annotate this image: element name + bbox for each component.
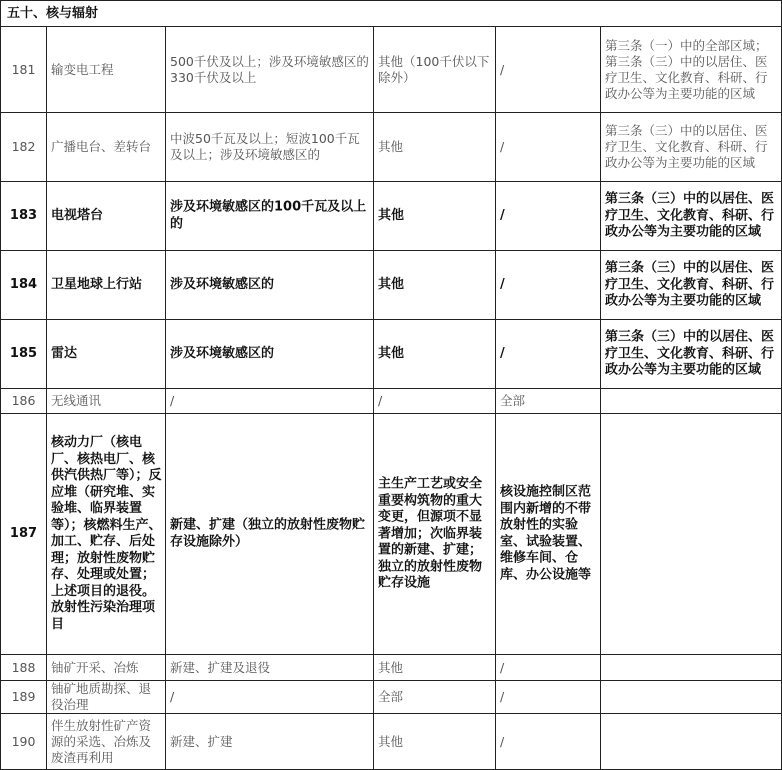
table-cell-sensitive-area-description bbox=[601, 113, 782, 182]
table-cell-row-number bbox=[0, 414, 47, 655]
table-cell-registration-form-scope bbox=[496, 389, 601, 414]
table-cell-project-category bbox=[47, 27, 166, 113]
table-cell-registration-form-scope bbox=[496, 27, 601, 113]
table-cell-report-form-scope bbox=[374, 655, 496, 681]
sensitive-area-description-text: 第三条（三）中的以居住、医疗卫生、文化教育、科研、行政办公等为主要功能的区域 bbox=[605, 191, 775, 240]
report-form-scope-text: 主生产工艺或安全重要构筑物的重大变更，但源项不显著增加；次临界装置的新建、扩建；独立的放射性废物贮存设施 bbox=[378, 476, 483, 591]
table-cell-report-form-scope bbox=[374, 113, 496, 182]
report-book-scope-text: 涉及环境敏感区的100千瓦及以上的 bbox=[170, 199, 367, 231]
report-book-scope-text: 新建、扩建 bbox=[170, 733, 233, 749]
project-category-text: 卫星地球上行站 bbox=[51, 276, 143, 292]
table-cell-project-category bbox=[47, 714, 166, 770]
report-book-scope-text: 涉及环境敏感区的 bbox=[170, 345, 275, 361]
table-cell-project-category bbox=[47, 182, 166, 251]
section-title: 五十、核与辐射 bbox=[7, 5, 99, 21]
report-form-scope-text: / bbox=[378, 393, 383, 408]
table-cell-project-category bbox=[47, 320, 166, 389]
table-cell-registration-form-scope bbox=[496, 251, 601, 320]
table-cell-project-category bbox=[47, 655, 166, 681]
sensitive-area-description-text: 第三条（三）中的以居住、医疗卫生、文化教育、科研、行政办公等为主要功能的区域 bbox=[605, 260, 775, 309]
table-cell-report-form-scope bbox=[374, 27, 496, 113]
project-category-text: 雷达 bbox=[51, 345, 78, 361]
table-cell-report-book-scope bbox=[166, 655, 374, 681]
table-cell-registration-form-scope bbox=[496, 182, 601, 251]
report-book-scope-text: 涉及环境敏感区的 bbox=[170, 276, 275, 292]
project-category-text: 电视塔台 bbox=[51, 207, 104, 223]
table-cell-report-form-scope bbox=[374, 389, 496, 414]
table-cell-report-form-scope bbox=[374, 681, 496, 714]
table-cell-row-number bbox=[0, 714, 47, 770]
table-cell-sensitive-area-description bbox=[601, 414, 782, 655]
report-form-scope-text: 其他 bbox=[378, 139, 404, 154]
row-number-text: 182 bbox=[11, 139, 36, 154]
table-cell-project-category bbox=[47, 113, 166, 182]
registration-form-scope-text: / bbox=[500, 733, 505, 749]
registration-form-scope-text: / bbox=[500, 207, 505, 223]
registration-form-scope-text: / bbox=[500, 345, 505, 361]
table-cell-registration-form-scope bbox=[496, 113, 601, 182]
report-book-scope-text: 中波50千瓦及以上；短波100千瓦及以上；涉及环境敏感区的 bbox=[170, 131, 360, 162]
table-cell-report-book-scope bbox=[166, 182, 374, 251]
table-cell-project-category bbox=[47, 681, 166, 714]
registration-form-scope-text: 核设施控制区范围内新增的不带放射性的实验室、试验装置、维修车间、仓库、办公设施等 bbox=[500, 484, 592, 582]
registration-form-scope-text: / bbox=[500, 61, 505, 77]
table-cell-row-number bbox=[0, 251, 47, 320]
table-cell-registration-form-scope bbox=[496, 655, 601, 681]
project-category-text: 铀矿开采、冶炼 bbox=[51, 659, 139, 675]
table-cell-registration-form-scope bbox=[496, 714, 601, 770]
table-cell-row-number bbox=[0, 27, 47, 113]
sensitive-area-description-text: 第三条（三）中的以居住、医疗卫生、文化教育、科研、行政办公等为主要功能的区域 bbox=[605, 123, 768, 170]
section-header bbox=[0, 0, 782, 27]
table-cell-sensitive-area-description bbox=[601, 681, 782, 714]
table-cell-row-number bbox=[0, 655, 47, 681]
row-number-text: 185 bbox=[9, 345, 38, 361]
row-number-text: 187 bbox=[9, 525, 38, 541]
table-cell-project-category bbox=[47, 251, 166, 320]
table-cell-sensitive-area-description bbox=[601, 389, 782, 414]
row-number-text: 181 bbox=[11, 61, 36, 77]
table-cell-row-number bbox=[0, 681, 47, 714]
registration-form-scope-text: / bbox=[500, 659, 505, 675]
project-category-text: 伴生放射性矿产资源的采选、冶炼及废渣再利用 bbox=[51, 717, 152, 765]
table-cell-sensitive-area-description bbox=[601, 182, 782, 251]
table-cell-registration-form-scope bbox=[496, 320, 601, 389]
report-form-scope-text: 其他（100千伏以下除外） bbox=[378, 53, 490, 85]
table-cell-report-form-scope bbox=[374, 320, 496, 389]
row-number-text: 190 bbox=[11, 733, 36, 749]
table-cell-report-book-scope bbox=[166, 389, 374, 414]
report-form-scope-text: 其他 bbox=[378, 207, 405, 223]
table-cell-project-category bbox=[47, 414, 166, 655]
report-book-scope-text: / bbox=[170, 689, 175, 704]
report-book-scope-text: 新建、扩建及退役 bbox=[170, 659, 271, 675]
report-form-scope-text: 其他 bbox=[378, 276, 405, 292]
sensitive-area-description-text: 第三条（一）中的全部区域；第三条（三）中的以居住、医疗卫生、文化教育、科研、行政办公等为主要功能的区域 bbox=[605, 37, 768, 101]
project-category-text: 广播电台、差转台 bbox=[51, 139, 152, 154]
row-number-text: 186 bbox=[11, 393, 36, 408]
table-cell-row-number bbox=[0, 113, 47, 182]
table-cell-sensitive-area-description bbox=[601, 714, 782, 770]
report-form-scope-text: 其他 bbox=[378, 659, 404, 675]
report-book-scope-text: 500千伏及以上；涉及环境敏感区的330千伏及以上 bbox=[170, 53, 369, 85]
sensitive-area-description-text: 第三条（三）中的以居住、医疗卫生、文化教育、科研、行政办公等为主要功能的区域 bbox=[605, 329, 775, 378]
registration-form-scope-text: 全部 bbox=[500, 393, 526, 408]
project-category-text: 输变电工程 bbox=[51, 61, 114, 77]
table-cell-report-book-scope bbox=[166, 27, 374, 113]
table-cell-sensitive-area-description bbox=[601, 655, 782, 681]
table-cell-report-book-scope bbox=[166, 681, 374, 714]
project-category-text: 核动力厂（核电厂、核热电厂、核供汽供热厂等）；反应堆（研究堆、实验堆、临界装置等）；核燃料生产、加工、贮存、后处理；放射性废物贮存、处理或处置；上述项目的退役。放射性污染治理项目 bbox=[51, 435, 162, 632]
table-cell-report-form-scope bbox=[374, 182, 496, 251]
report-book-scope-text: 新建、扩建（独立的放射性废物贮存设施除外） bbox=[170, 517, 366, 549]
table-cell-sensitive-area-description bbox=[601, 27, 782, 113]
table-cell-report-form-scope bbox=[374, 251, 496, 320]
registration-form-scope-text: / bbox=[500, 689, 505, 704]
table-cell-sensitive-area-description bbox=[601, 320, 782, 389]
table-cell-registration-form-scope bbox=[496, 414, 601, 655]
project-category-text: 铀矿地质勘探、退役治理 bbox=[51, 681, 152, 712]
table-cell-report-form-scope bbox=[374, 414, 496, 655]
table-cell-project-category bbox=[47, 389, 166, 414]
table-cell-row-number bbox=[0, 182, 47, 251]
report-form-scope-text: 其他 bbox=[378, 733, 404, 749]
registration-form-scope-text: / bbox=[500, 139, 505, 154]
row-number-text: 183 bbox=[9, 207, 38, 223]
table-cell-report-form-scope bbox=[374, 714, 496, 770]
table-cell-report-book-scope bbox=[166, 251, 374, 320]
table-cell-row-number bbox=[0, 320, 47, 389]
report-book-scope-text: / bbox=[170, 393, 175, 408]
table-cell-report-book-scope bbox=[166, 113, 374, 182]
report-form-scope-text: 其他 bbox=[378, 345, 405, 361]
row-number-text: 188 bbox=[11, 659, 36, 675]
registration-form-scope-text: / bbox=[500, 276, 505, 292]
row-number-text: 189 bbox=[11, 689, 36, 704]
table-cell-report-book-scope bbox=[166, 320, 374, 389]
project-category-text: 无线通讯 bbox=[51, 393, 102, 408]
table-cell-report-book-scope bbox=[166, 714, 374, 770]
table-cell-registration-form-scope bbox=[496, 681, 601, 714]
report-form-scope-text: 全部 bbox=[378, 689, 404, 704]
row-number-text: 184 bbox=[9, 276, 38, 292]
table-cell-report-book-scope bbox=[166, 414, 374, 655]
table-cell-row-number bbox=[0, 389, 47, 414]
table-cell-sensitive-area-description bbox=[601, 251, 782, 320]
